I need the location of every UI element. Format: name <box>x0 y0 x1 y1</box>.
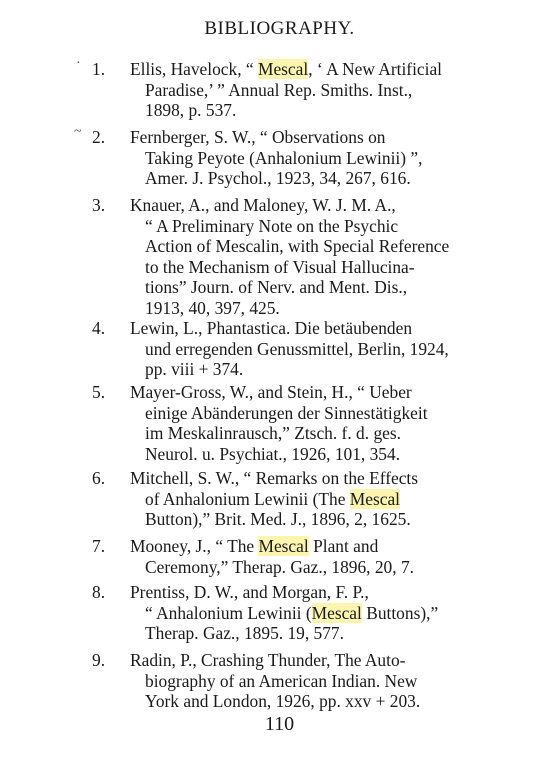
entry-line: Neurol. u. Psychiat., 1926, 101, 354. <box>145 443 401 464</box>
page-number: 110 <box>264 713 295 735</box>
highlighted-term: Mescal <box>311 602 362 623</box>
line-text: “ Anhalonium Lewinii ( <box>145 602 312 623</box>
entry-line: Ceremony,” Therap. Gaz., 1896, 20, 7. <box>145 556 414 577</box>
entry-line <box>130 536 508 557</box>
entry-line: und erregenden Genussmittel, Berlin, 1924, <box>145 338 449 359</box>
entry-text <box>130 318 508 380</box>
entry-number: 3. <box>92 195 106 215</box>
entry-number: 9. <box>92 650 106 670</box>
page-heading: BIBLIOGRAPHY. <box>204 18 355 39</box>
entry-line: Paradise,’ ” Annual Rep. Smiths. Inst., <box>145 79 413 100</box>
line-text: Buttons),” <box>361 602 439 623</box>
entry-line: 1913, 40, 397, 425. <box>145 297 280 318</box>
entry-text <box>130 582 508 644</box>
entry-line: Lewin, L., Phantastica. Die betäubenden <box>130 318 413 338</box>
entry-text <box>130 195 508 318</box>
entry-line: Mayer-Gross, W., and Stein, H., “ Ueber <box>130 382 412 402</box>
highlighted-term: Mescal <box>258 536 309 556</box>
entry-text <box>130 59 508 121</box>
entry-line: einige Abänderungen der Sinnestätigkeit <box>145 402 428 423</box>
line-text: Ellis, Havelock, “ <box>130 59 258 79</box>
entry-line: Fernberger, S. W., “ Observations on <box>130 127 386 147</box>
entry-line: Amer. J. Psychol., 1923, 34, 267, 616. <box>145 168 411 188</box>
entry-line: tions” Journ. of Nerv. and Ment. Dis., <box>145 277 408 297</box>
margin-dash-mark: ~ <box>74 124 82 139</box>
entry-line: 1898, p. 537. <box>145 100 237 120</box>
entry-text <box>130 536 508 577</box>
margin-dot-mark: · <box>76 56 81 71</box>
line-text: of Anhalonium Lewinii (The <box>145 488 350 509</box>
entry-line: pp. viii + 374. <box>145 359 244 379</box>
entry-line <box>130 489 508 510</box>
entry-line: Button),” Brit. Med. J., 1896, 2, 1625. <box>145 509 411 529</box>
entry-text <box>130 650 508 712</box>
entry-number: 6. <box>92 468 106 488</box>
highlighted-term: Mescal <box>257 59 309 79</box>
highlighted-term: Mescal <box>349 488 401 509</box>
entry-text <box>130 382 508 464</box>
entry-number: 2. <box>92 127 106 147</box>
entry-number: 7. <box>92 536 106 556</box>
entry-line: Action of Mescalin, with Special Reference <box>145 236 450 256</box>
line-text: Plant and <box>308 536 379 556</box>
entry-line: Prentiss, D. W., and Morgan, F. P., <box>130 582 369 602</box>
entry-line: “ A Preliminary Note on the Psychic <box>145 215 399 236</box>
entry-text <box>130 468 508 530</box>
line-text: Mooney, J., “ The <box>130 536 259 556</box>
entry-line: Therap. Gaz., 1895. 19, 577. <box>145 623 344 643</box>
entry-number: 5. <box>92 382 106 402</box>
entry-line: to the Mechanism of Visual Hallucina- <box>145 256 415 277</box>
entry-number: 4. <box>92 318 106 338</box>
entry-line: biography of an American Indian. New <box>145 670 418 691</box>
entry-line: York and London, 1926, pp. xxv + 203. <box>145 691 421 711</box>
entry-line: Taking Peyote (Anhalonium Lewinii) ”, <box>145 147 423 168</box>
entry-line <box>130 59 508 80</box>
line-text: , ‘ A New Artificial <box>308 59 443 79</box>
entry-line: Mitchell, S. W., “ Remarks on the Effects <box>130 468 419 488</box>
entry-line: im Meskalinrausch,” Ztsch. f. d. ges. <box>145 423 401 443</box>
entry-number: 8. <box>92 582 106 602</box>
entry-line <box>130 603 508 624</box>
entry-text <box>130 127 508 189</box>
entry-number: 1. <box>92 59 106 79</box>
entry-line: Knauer, A., and Maloney, W. J. M. A., <box>130 195 396 215</box>
entry-line: Radin, P., Crashing Thunder, The Auto- <box>130 650 406 670</box>
